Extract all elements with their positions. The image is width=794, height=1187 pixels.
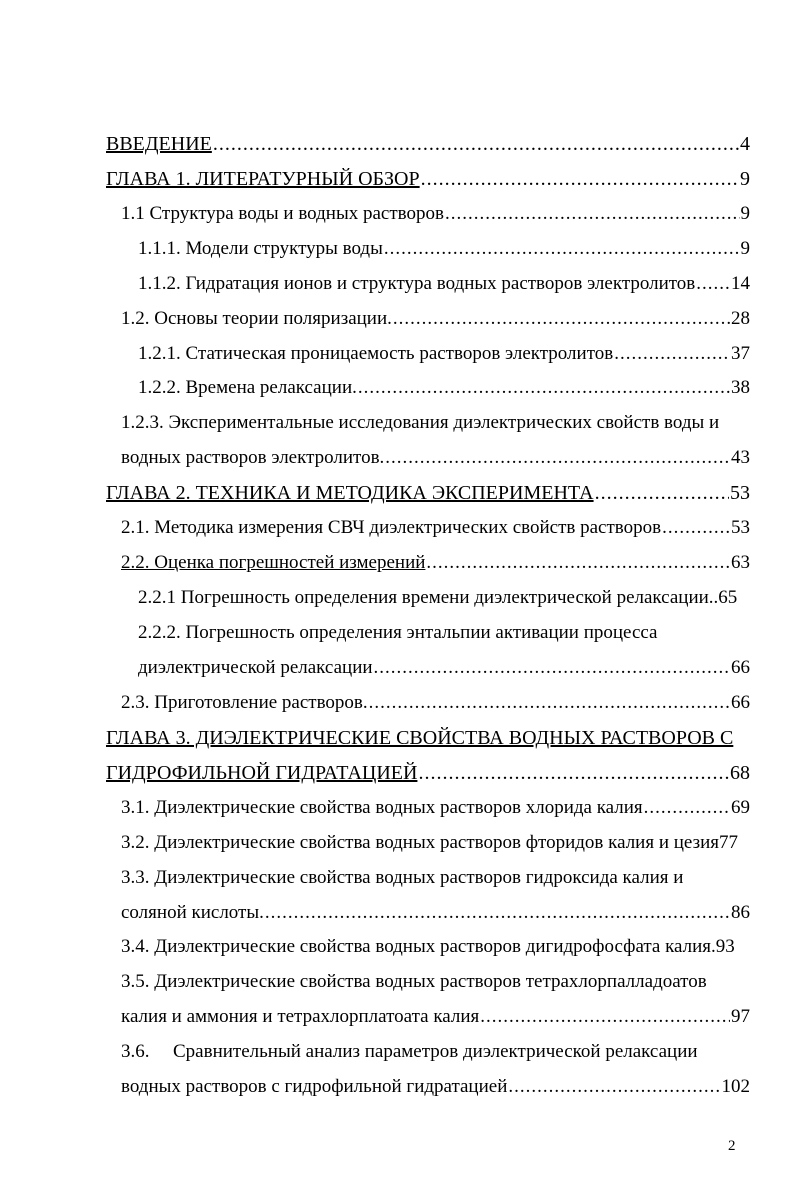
toc-entry-title-line1: 2.2.2. Погрешность определения энтальпии активации процесса <box>138 622 658 643</box>
toc-dot-leader <box>480 1004 730 1030</box>
toc-entry-page: 77 <box>719 832 738 853</box>
toc-entry-title: ГЛАВА 2. ТЕХНИКА И МЕТОДИКА ЭКСПЕРИМЕНТА <box>106 482 594 504</box>
toc-dot-leader <box>374 655 730 681</box>
toc-dot-leader <box>213 131 739 157</box>
toc-entry-title-line1: 1.2.3. Экспериментальные исследования диэлектрических свойств воды и <box>121 412 720 433</box>
toc-entry-title: 1.1.1. Модели структуры воды <box>138 238 383 259</box>
toc-entry-title: 2.3. Приготовление растворов. <box>121 692 368 713</box>
toc-dot-leader <box>445 201 740 227</box>
toc-entry-title-line1: ГЛАВА 3. ДИЭЛЕКТРИЧЕСКИЕ СВОЙСТВА ВОДНЫХ РАСТВОРОВ С <box>106 727 734 749</box>
toc-entry-page: 14 <box>731 273 750 294</box>
toc-entry-page: 53 <box>731 517 750 538</box>
toc-entry-title-line1: 3.5. Диэлектрические свойства водных растворов тетрахлорпалладоатов <box>121 971 707 992</box>
toc-entry-page: .93 <box>711 936 735 957</box>
toc-entry-title: ГЛАВА 1. ЛИТЕРАТУРНЫЙ ОБЗОР <box>106 168 420 190</box>
toc-dot-leader <box>421 166 739 192</box>
toc-entry-page: 63 <box>731 552 750 573</box>
toc-entry-title: 1.2. Основы теории поляризации. <box>121 308 392 329</box>
toc-entry-page: 9 <box>740 238 750 259</box>
toc-dot-leader <box>384 236 740 262</box>
toc-entry-number: 3.6. <box>121 1041 150 1062</box>
toc-entry-title: 1.1 Структура воды и водных растворов <box>121 203 444 224</box>
toc-entry-title-line2: калия и аммония и тетрахлорплатоата калия <box>121 1006 480 1027</box>
toc-dot-leader <box>644 795 730 821</box>
toc-entry-title: 1.2.2. Времена релаксации. <box>138 377 357 398</box>
toc-entry-title: 3.4. Диэлектрические свойства водных растворов дигидрофосфата калия <box>121 936 712 957</box>
toc-dot-leader <box>662 515 730 541</box>
toc-entry-title: 3.1. Диэлектрические свойства водных растворов хлорида калия <box>121 797 643 818</box>
toc-dot-leader <box>696 271 730 297</box>
toc-entry-page: 37 <box>731 343 750 364</box>
toc-entry-title-line2: соляной кислоты. <box>121 902 264 923</box>
toc-dot-leader <box>385 445 730 471</box>
toc-entry-title: 1.1.2. Гидратация ионов и структура водных растворов электролитов <box>138 273 696 294</box>
toc-entry-title: 1.2.1. Статическая проницаемость растворов электролитов <box>138 343 614 364</box>
toc-entry-page: 9 <box>740 168 750 190</box>
toc-dot-leader <box>393 306 730 332</box>
toc-entry-page: 43 <box>731 447 750 468</box>
toc-entry-page: 86 <box>731 902 750 923</box>
toc-dot-leader <box>595 480 729 506</box>
toc-entry-page: 68 <box>730 762 750 784</box>
toc-dot-leader <box>418 760 729 786</box>
toc-entry-title: 3.2. Диэлектрические свойства водных растворов фторидов калия и цезия <box>121 832 719 853</box>
toc-entry-page: 97 <box>731 1006 750 1027</box>
toc-entry-page: 69 <box>731 797 750 818</box>
toc-entry-title-line1: 3.3. Диэлектрические свойства водных растворов гидроксида калия и <box>121 867 684 888</box>
toc-entry-page: .65 <box>713 587 738 608</box>
toc-entry-page: 53 <box>730 482 750 504</box>
toc-entry-page: 38 <box>731 377 750 398</box>
page-number: 2 <box>728 1138 736 1154</box>
toc-entry-page: 28 <box>731 308 750 329</box>
toc-entry-page: 66 <box>731 657 750 678</box>
toc-entry-page: 66 <box>731 692 750 713</box>
toc-dot-leader <box>369 690 730 716</box>
toc-entry-title-line2: ГИДРОФИЛЬНОЙ ГИДРАТАЦИЕЙ <box>106 762 418 784</box>
toc-entry-title: 2.2. Оценка погрешностей измерений <box>121 552 426 573</box>
toc-entry-page: 4 <box>740 133 750 155</box>
toc-entry-title: 2.1. Методика измерения СВЧ диэлектрических свойств растворов <box>121 517 662 538</box>
toc-entry-page: 9 <box>740 203 750 224</box>
toc-dot-leader <box>508 1074 720 1100</box>
toc-entry-title-line2: водных растворов с гидрофильной гидратацией <box>121 1076 508 1097</box>
toc-entry-title-line1: Сравнительный анализ параметров диэлектрической релаксации <box>173 1041 698 1062</box>
toc-dot-leader <box>358 375 730 401</box>
toc-entry-title: 2.2.1 Погрешность определения времени диэлектрической релаксации. <box>138 587 714 608</box>
toc-entry-page: 102 <box>721 1076 750 1097</box>
toc-entry-title-line2: диэлектрической релаксации <box>138 657 373 678</box>
toc-entry-title-line2: водных растворов электролитов. <box>121 447 385 468</box>
toc-dot-leader <box>265 900 730 926</box>
toc-dot-leader <box>614 341 730 367</box>
toc-entry-title: ВВЕДЕНИЕ <box>106 133 212 155</box>
toc-dot-leader <box>426 550 730 576</box>
